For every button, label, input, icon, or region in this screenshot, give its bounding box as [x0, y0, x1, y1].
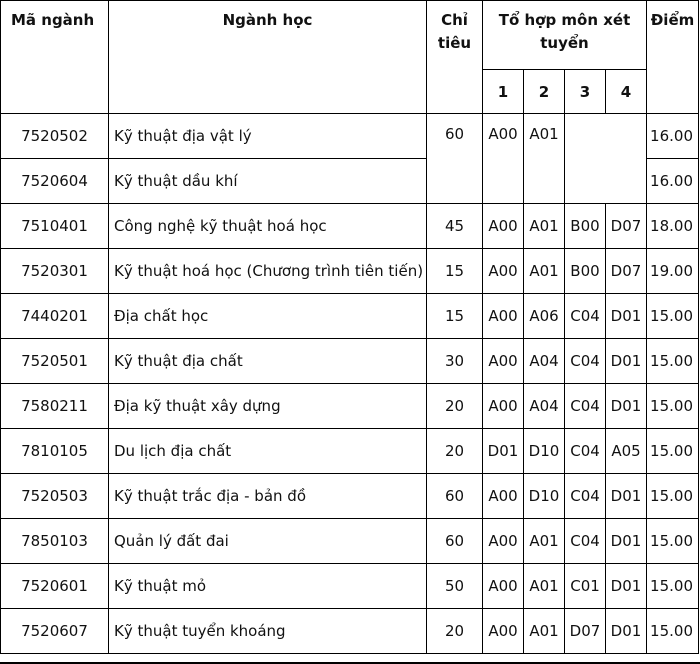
subject-combo-2: A01 — [524, 609, 565, 654]
subject-combo-2: A01 — [524, 519, 565, 564]
quota: 60 — [427, 519, 483, 564]
major-name: Kỹ thuật hoá học (Chương trình tiên tiến) — [109, 249, 427, 294]
subject-combo-4: D01 — [606, 384, 647, 429]
header-combination — [483, 1, 647, 70]
subject-combo-3: C04 — [565, 384, 606, 429]
score: 16.00 — [647, 159, 699, 204]
subject-combo-3: C04 — [565, 474, 606, 519]
subject-combo-1: A00 — [483, 519, 524, 564]
header-combo-4: 4 — [606, 70, 647, 114]
quota: 30 — [427, 339, 483, 384]
header-combination-line2: tuyển — [540, 34, 589, 52]
score: 19.00 — [647, 249, 699, 294]
major-name: Kỹ thuật địa chất — [109, 339, 427, 384]
major-name: Địa kỹ thuật xây dựng — [109, 384, 427, 429]
subject-combo-4: D07 — [606, 204, 647, 249]
table-row — [1, 339, 699, 384]
subject-combo-4: D01 — [606, 294, 647, 339]
header-quota-line1: Chỉ — [441, 11, 468, 29]
score: 15.00 — [647, 339, 699, 384]
subject-combo-1: A00 — [483, 384, 524, 429]
score: 15.00 — [647, 294, 699, 339]
major-name: Kỹ thuật trắc địa - bản đồ — [109, 474, 427, 519]
score: 15.00 — [647, 474, 699, 519]
subject-combo-1: A00 — [483, 339, 524, 384]
table-row — [1, 429, 699, 474]
subject-combo-1: A00 — [483, 474, 524, 519]
quota: 15 — [427, 249, 483, 294]
score: 15.00 — [647, 429, 699, 474]
table-row — [1, 609, 699, 654]
subject-combo-2: A01 — [524, 249, 565, 294]
header-code: Mã ngành — [1, 1, 109, 114]
header-combo-1: 1 — [483, 70, 524, 114]
major-name: Kỹ thuật mỏ — [109, 564, 427, 609]
table-row — [1, 204, 699, 249]
header-score: Điểm — [647, 1, 699, 114]
major-code: 7810105 — [1, 429, 109, 474]
header-combination-line1: Tổ hợp môn xét — [498, 11, 631, 29]
score: 16.00 — [647, 114, 699, 159]
subject-combo-3-4 — [565, 114, 647, 204]
score: 15.00 — [647, 519, 699, 564]
major-code: 7580211 — [1, 384, 109, 429]
table-row — [1, 249, 699, 294]
table-row — [1, 564, 699, 609]
subject-combo-4: D01 — [606, 519, 647, 564]
subject-combo-4: D01 — [606, 609, 647, 654]
subject-combo-2: A01 — [524, 204, 565, 249]
subject-combo-3: C04 — [565, 519, 606, 564]
score: 15.00 — [647, 384, 699, 429]
major-code: 7520301 — [1, 249, 109, 294]
major-name: Kỹ thuật địa vật lý — [109, 114, 427, 159]
table-row — [1, 474, 699, 519]
subject-combo-3: C04 — [565, 339, 606, 384]
subject-combo-2: A06 — [524, 294, 565, 339]
subject-combo-4: D01 — [606, 564, 647, 609]
table-row — [1, 519, 699, 564]
subject-combo-2: A04 — [524, 384, 565, 429]
subject-combo-1: A00 — [483, 249, 524, 294]
header-name: Ngành học — [109, 1, 427, 114]
subject-combo-4: D01 — [606, 474, 647, 519]
major-code: 7440201 — [1, 294, 109, 339]
header-quota-line2: tiêu — [437, 34, 472, 52]
major-code: 7520607 — [1, 609, 109, 654]
subject-combo-3: C04 — [565, 294, 606, 339]
header-combo-3: 3 — [565, 70, 606, 114]
major-name: Kỹ thuật dầu khí — [109, 159, 427, 204]
quota: 45 — [427, 204, 483, 249]
quota: 50 — [427, 564, 483, 609]
subject-combo-1: A00 — [483, 294, 524, 339]
major-name: Kỹ thuật tuyển khoáng — [109, 609, 427, 654]
quota: 60 — [427, 474, 483, 519]
score: 15.00 — [647, 564, 699, 609]
subject-combo-1: A00 — [483, 204, 524, 249]
subject-combo-4: A05 — [606, 429, 647, 474]
major-code: 7520502 — [1, 114, 109, 159]
subject-combo-1: A00 — [483, 114, 524, 204]
subject-combo-3: C01 — [565, 564, 606, 609]
major-name: Công nghệ kỹ thuật hoá học — [109, 204, 427, 249]
major-code: 7850103 — [1, 519, 109, 564]
score: 15.00 — [647, 609, 699, 654]
quota: 20 — [427, 609, 483, 654]
header-quota — [427, 1, 483, 114]
subject-combo-3: D07 — [565, 609, 606, 654]
table-row — [1, 384, 699, 429]
subject-combo-1: A00 — [483, 609, 524, 654]
subject-combo-2: A01 — [524, 564, 565, 609]
subject-combo-2: A04 — [524, 339, 565, 384]
subject-combo-3: B00 — [565, 204, 606, 249]
major-code: 7520604 — [1, 159, 109, 204]
header-combo-2: 2 — [524, 70, 565, 114]
subject-combo-2: D10 — [524, 474, 565, 519]
quota: 20 — [427, 429, 483, 474]
score: 18.00 — [647, 204, 699, 249]
subject-combo-2: D10 — [524, 429, 565, 474]
major-name: Địa chất học — [109, 294, 427, 339]
major-code: 7520503 — [1, 474, 109, 519]
major-name: Quản lý đất đai — [109, 519, 427, 564]
subject-combo-1: A00 — [483, 564, 524, 609]
subject-combo-2: A01 — [524, 114, 565, 204]
quota: 60 — [427, 114, 483, 204]
subject-combo-4: D01 — [606, 339, 647, 384]
major-name: Du lịch địa chất — [109, 429, 427, 474]
subject-combo-4: D07 — [606, 249, 647, 294]
major-code: 7520601 — [1, 564, 109, 609]
major-code: 7520501 — [1, 339, 109, 384]
subject-combo-3: C04 — [565, 429, 606, 474]
subject-combo-1: D01 — [483, 429, 524, 474]
table-row — [1, 294, 699, 339]
quota: 20 — [427, 384, 483, 429]
subject-combo-3: B00 — [565, 249, 606, 294]
major-code: 7510401 — [1, 204, 109, 249]
quota: 15 — [427, 294, 483, 339]
table-row — [1, 114, 699, 159]
